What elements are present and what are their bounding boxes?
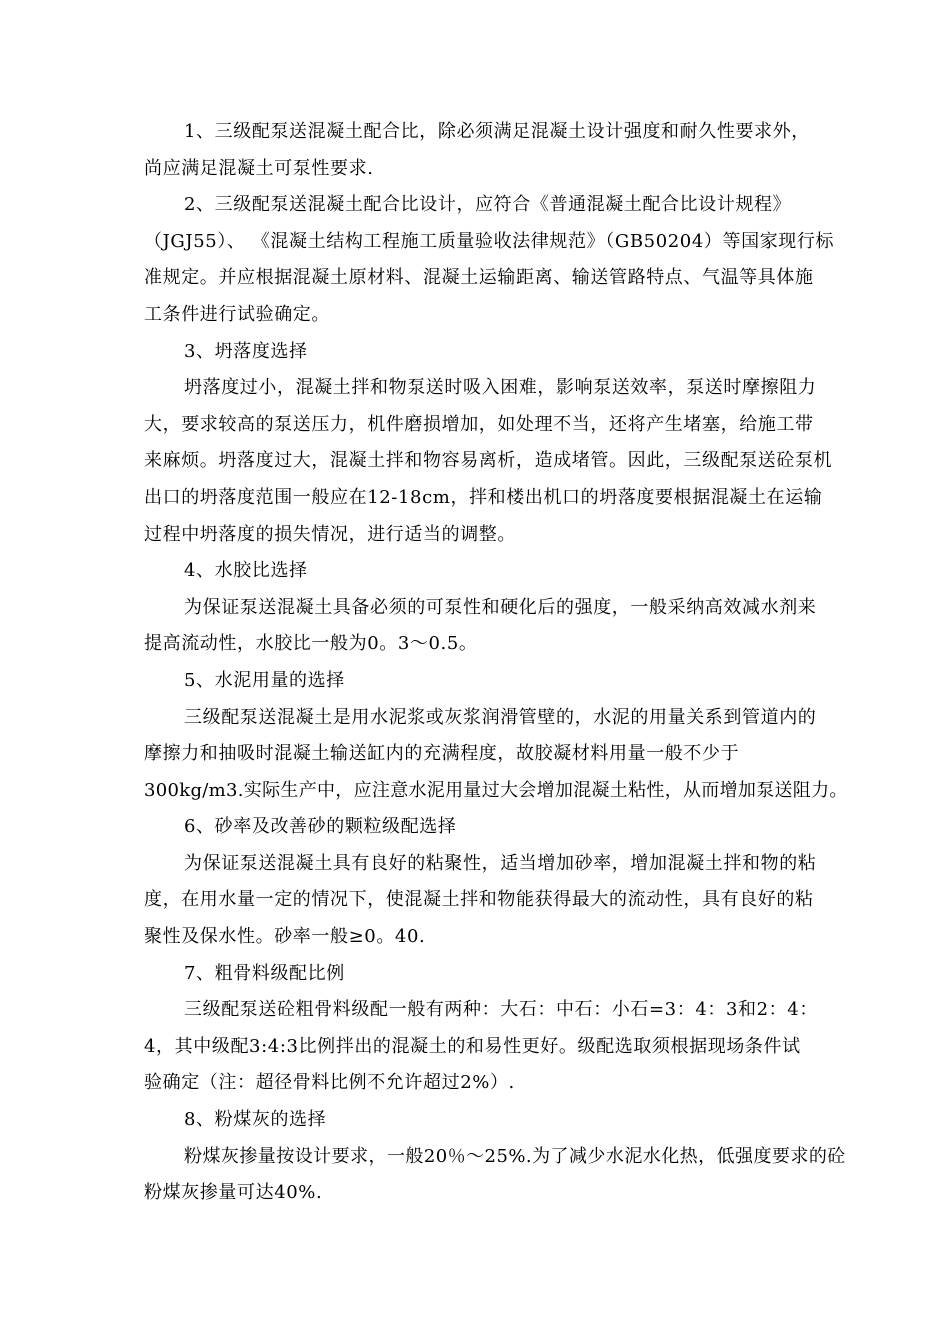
paragraph-line: 出口的坍落度范围一般应在12-18cm，拌和楼出机口的坍落度要根据混凝土在运输 xyxy=(144,486,823,508)
paragraph-line: 度，在用水量一定的情况下，使混凝土拌和物能获得最大的流动性，具有良好的粘 xyxy=(144,889,814,911)
paragraph-line: 来麻烦。坍落度过大，混凝土拌和物容易离析，造成堵管。因此，三级配泵送砼泵机 xyxy=(144,450,833,472)
section-heading: 8、粉煤灰的选择 xyxy=(184,1109,327,1131)
paragraph-line: 为保证泵送混凝土具备必须的可泵性和硬化后的强度，一般采纳高效减水剂来 xyxy=(184,596,817,618)
paragraph-line: 准规定。并应根据混凝土原材料、混凝土运输距离、输送管路特点、气温等具体施 xyxy=(144,267,814,289)
paragraph-line: 坍落度过小，混凝土拌和物泵送时吸入困难，影响泵送效率，泵送时摩擦阻力 xyxy=(184,377,817,399)
paragraph-line: 工条件进行试验确定。 xyxy=(144,303,330,325)
paragraph-line: 验确定（注：超径骨料比例不允许超过2%）. xyxy=(144,1072,515,1094)
paragraph-line: 三级配泵送混凝土是用水泥浆或灰浆润滑管壁的，水泥的用量关系到管道内的 xyxy=(184,706,817,728)
document-body xyxy=(144,114,848,1212)
paragraph-line: 摩擦力和抽吸时混凝土输送缸内的充满程度，故胶凝材料用量一般不少于 xyxy=(144,743,740,765)
paragraph-line: 为保证泵送混凝土具有良好的粘聚性，适当增加砂率，增加混凝土拌和物的粘 xyxy=(184,852,817,874)
paragraph-line: 4，其中级配3:4:3比例拌出的混凝土的和易性更好。级配选取须根据现场条件试 xyxy=(144,1035,801,1057)
paragraph-line: 1、三级配泵送混凝土配合比，除必须满足混凝土设计强度和耐久性要求外， xyxy=(184,121,810,142)
paragraph-line: 聚性及保水性。砂率一般≥0。40. xyxy=(144,926,426,948)
paragraph-line: 粉煤灰掺量可达40%. xyxy=(144,1182,323,1204)
paragraph-line: 三级配泵送砼粗骨料级配一般有两种：大石：中石：小石=3：4：3和2：4： xyxy=(184,999,818,1021)
paragraph-line: 300kg/m3.实际生产中，应注意水泥用量过大会增加混凝土粘性，从而增加泵送阻力。 xyxy=(144,779,848,801)
section-heading: 7、粗骨料级配比例 xyxy=(184,962,345,984)
section-heading: 4、水胶比选择 xyxy=(184,560,308,582)
paragraph-line: 大，要求较高的泵送压力，机件磨损增加，如处理不当，还将产生堵塞，给施工带 xyxy=(144,413,814,435)
paragraph-line: （JGJ55）、 《混凝土结构工程施工质量验收法律规范》（GB50204）等国家现行标 xyxy=(144,230,835,252)
paragraph-line: 尚应满足混凝土可泵性要求. xyxy=(144,157,374,179)
paragraph-line: 粉煤灰掺量按设计要求，一般20％～25%.为了减少水泥水化热，低强度要求的砼 xyxy=(184,1145,846,1167)
section-heading: 5、水泥用量的选择 xyxy=(184,669,345,691)
paragraph-line: 过程中坍落度的损失情况，进行适当的调整。 xyxy=(144,523,516,545)
section-heading: 3、坍落度选择 xyxy=(184,340,308,362)
paragraph-line: 提高流动性，水胶比一般为0。3～0.5。 xyxy=(144,633,478,655)
section-heading: 6、砂率及改善砂的颗粒级配选择 xyxy=(184,816,457,838)
paragraph-line: 2、三级配泵送混凝土配合比设计，应符合《普通混凝土配合比设计规程》 xyxy=(184,194,792,216)
